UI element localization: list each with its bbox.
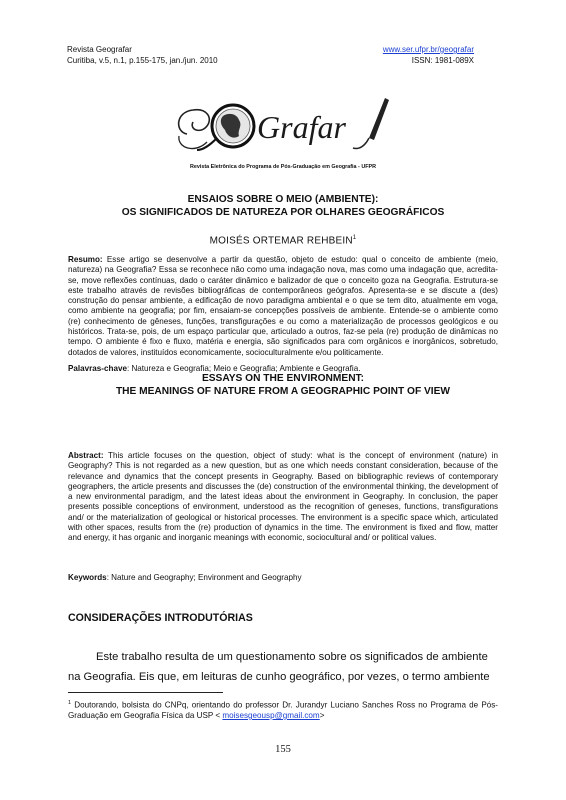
article-title-pt-line1: ENSAIOS SOBRE O MEIO (AMBIENTE): (187, 194, 379, 205)
page-number: 155 (275, 744, 291, 755)
journal-header-left (67, 44, 218, 66)
section-heading: CONSIDERAÇÕES INTRODUTÓRIAS (68, 612, 253, 624)
journal-name: Revista Geografar (67, 45, 132, 54)
article-title-en (60, 372, 506, 398)
footnote-email-link[interactable]: moisesgeousp@gmail.com (222, 710, 320, 720)
resumo-text: Esse artigo se desenvolve a partir da questão, objeto de estudo: qual o conceito de ambiente (meio, natureza) na Geografia? Essa se reconhece não como uma indagação nova, mas como uma indagação que, acredita-se, move reflexões contínuas, dado o caráter dinâmico e balizador de que o conceito goza na Geografia. Estrutura-se este trabalho através de revisões bibliográficas de contemporâneos geógrafos. Apresenta-se e se discute a (des) construção do pensar ambiente, a edificação de novo paradigma ambiental e o que se tem dito, atualmente em voga, como ambiente na geografia; por fim, ensaiam-se concepções possíveis de ambiente. Entende-se o ambiente como (re) conhecimento de gêneses, funções, transfigurações e ou como a materialização de processos geológicos e ou históricos. Trata-se, pois, de um espaço particular que, articulado a outros, faz-se pela (re) produção de dinâmicas no tempo. O ambiente é fixo e fluxo, matéria e energia, são significados para com orgânicos e inorgânicos, sobretudo, dotados de valores, instituídos economicamente, socioculturalmente e/ou politicamente. (68, 255, 498, 357)
palavras-chave-text: : Natureza e Geografia; Meio e Geografia; Ambiente e Geografia. (126, 364, 361, 373)
author-name: MOISÉS ORTEMAR REHBEIN (209, 235, 353, 247)
author-line (60, 235, 506, 246)
geografar-logo (173, 92, 393, 174)
footnote-mark: 1 (68, 700, 72, 706)
abstract-label: Abstract: (68, 451, 104, 460)
palavras-chave-label: Palavras-chave (68, 364, 127, 373)
article-title-pt-line2: OS SIGNIFICADOS DE NATUREZA POR OLHARES GEOGRÁFICOS (121, 207, 445, 218)
abstract-text: This article focuses on the question, object of study: what is the concept of environment (nature) in Geography? This is not regarded as a new question, but as one which needs constant consideration, because of the relevance and dynamics that the concept presents in Geography. Based on bibliographic reviews of contemporary geographers, the article presents and discusses the (de) construction of the environmental thinking, the development of a new environmental paradigm, and the latest ideas about the environment in Geography. In conclusion, the paper presents possible conceptions of environment, understood as the recognition of geneses, functions, transfigurations and/ or the materialization of geological or historical processes. The environment is a specific space which, articulated with other spaces, results from the (re) production of dynamics in the time. The environment is fixed and flow, matter and energy, it has organic and inorganic meanings with economic, sociocultural and/ or political values. (68, 451, 498, 543)
resumo-label: Resumo: (68, 255, 103, 264)
footnote-closing: > (319, 710, 325, 720)
author-footnote-mark: 1 (352, 235, 357, 241)
journal-issn: ISSN: 1981-089X (411, 56, 474, 65)
article-title-en-line2: THE MEANINGS OF NATURE FROM A GEOGRAPHIC POINT OF VIEW (115, 386, 451, 397)
keywords-text: : Nature and Geography; Environment and Geography (106, 573, 302, 582)
article-title-pt (60, 193, 506, 219)
logo-wordmark: Grafar (257, 109, 346, 145)
body-paragraph-text: Este trabalho resulta de um questionamento sobre os significados de ambiente na Geografia. Eis que, em leituras de cunho geográfico, por vezes, o termo ambiente (68, 651, 490, 683)
logo-graphic (173, 92, 393, 164)
journal-url-link[interactable]: www.ser.ufpr.br/geografar (382, 45, 474, 54)
footnote-divider (68, 692, 223, 693)
keywords-block (68, 573, 498, 583)
body-paragraph (68, 647, 498, 687)
keywords-label: Keywords (68, 573, 107, 582)
logo-subtitle: Revista Eletrônica do Programa de Pós-Graduação em Geografia - UFPR (189, 164, 377, 170)
article-title-en-line1: ESSAYS ON THE ENVIRONMENT: (201, 373, 365, 384)
resumo-block (68, 255, 498, 358)
footnote (68, 698, 498, 721)
journal-header-right (383, 44, 474, 66)
abstract-block (68, 451, 498, 544)
journal-citation: Curitiba, v.5, n.1, p.155-175, jan./jun. 2010 (67, 56, 218, 65)
footnote-text: Doutorando, bolsista do CNPq, orientando do professor Dr. Jurandyr Luciano Sanches Ross no Programa de Pós-Graduação em Geografia Física da USP < (68, 700, 498, 720)
